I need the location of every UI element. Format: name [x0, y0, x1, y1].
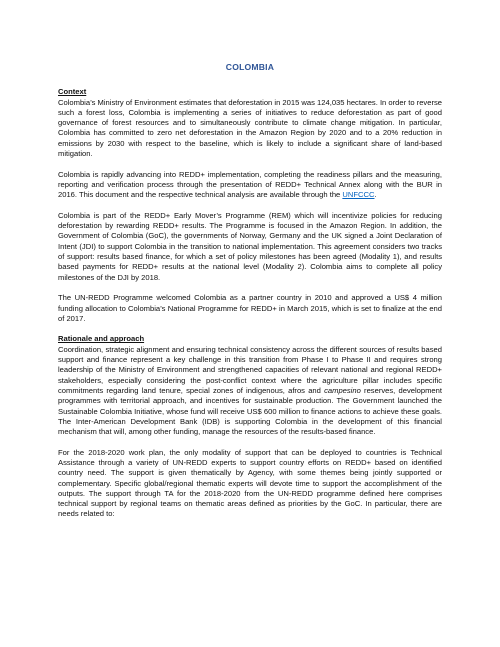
context-paragraph-1: Colombia’s Ministry of Environment estimates that deforestation in 2015 was 124,035 hectares. In order to reverse such a forest loss, Colombia is implementing a series of initiatives to reduce deforestation as part of good governance of forest resources and to simultaneously contribute to climate change mitigation. In particular, Colombia has committed to zero net deforestation in the Amazon Region by 2020 and to a 20% reduction in emissions by 2030 with respect to the baseline, which is likely to include a significant share of land-based mitigation. — [58, 97, 442, 159]
document-title: COLOMBIA — [225, 62, 275, 72]
rationale-paragraph-2: For the 2018-2020 work plan, the only modality of support that can be deployed to countries is Technical Assistance through a variety of UN-REDD experts to support country efforts on REDD+ based on identified country need. The support is given thematically by Agency, with some themes being jointly supported or complementary. Specific global/regional thematic experts will devote time to support the accomplishment of the outputs. The support through TA for the 2018-2020 from the UN-REDD programme defined here comprises technical support by regional teams on thematic areas defined as priorities by the GoC. In particular, there are needs related to: — [58, 447, 442, 519]
context-paragraph-2 — [58, 170, 442, 201]
rationale-paragraph-1-end: reserves, development programmes with territorial approach, and incentives for sustainable production. The Government launched the Sustainable Colombia Initiative, whose fund will receive US$ 600 million to finance actions to achieve these goals. The Inter-American Development Bank (IDB) is supporting Colombia in the development of this financial mechanism that will, among other funding, manage the resources of the results-based finance. — [58, 385, 442, 437]
context-paragraph-4: The UN-REDD Programme welcomed Colombia as a partner country in 2010 and approved a US$ 4 million funding allocation to Colombia’s National Programme for REDD+ in March 2015, which is set to finalize at the end of 2017. — [58, 293, 442, 323]
document-page — [58, 0, 442, 530]
unfccc-link[interactable]: UNFCCC — [342, 190, 375, 200]
context-paragraph-3: Colombia is part of the REDD+ Early Mover’s Programme (REM) which will incentivize policies for reducing deforestation by rewarding REDD+ results. The Programme is focused in the Amazon Region. In addition, the Government of Colombia (GoC), the governments of Norway, Germany and the UK signed a Joint Declaration of Intent (JDI) to support Colombia in the transition to national implementation. This agreement considers two tracks of support: results based finance, for which a set of policy milestones has been agreed (Modality 1), and results based payments for REDD+ results at the national level (Modality 2). Colombia aims to complete all policy milestones of the DJI by 2018. — [58, 210, 442, 282]
rationale-paragraph-1-text: Coordination, strategic alignment and ensuring technical consistency across the different sources of results based support and finance represent a key challenge in this transition from Phase I to Phase II and requires strong leadership of the Ministry of Environment and strengthened capacities of relevant national and regional REDD+ stakeholders, especially considering the post-conflict context where the agriculture pillar includes specific commitments regarding land tenure, special zones of indigenous, afros and — [58, 344, 442, 395]
rationale-paragraph-1 — [58, 345, 442, 438]
campesino-emphasis: campesino — [324, 385, 361, 395]
section-heading-rationale: Rationale and approach — [58, 334, 145, 344]
section-heading-context: Context — [58, 87, 87, 97]
context-paragraph-2-end: . — [374, 190, 377, 200]
context-paragraph-2-text: Colombia is rapidly advancing into REDD+ implementation, completing the readiness pillars and the measuring, reporting and verification process through the presentation of REDD+ Technical Annex along with the BUR in 2016. This document and the respective technical analysis are available through the — [58, 169, 442, 200]
